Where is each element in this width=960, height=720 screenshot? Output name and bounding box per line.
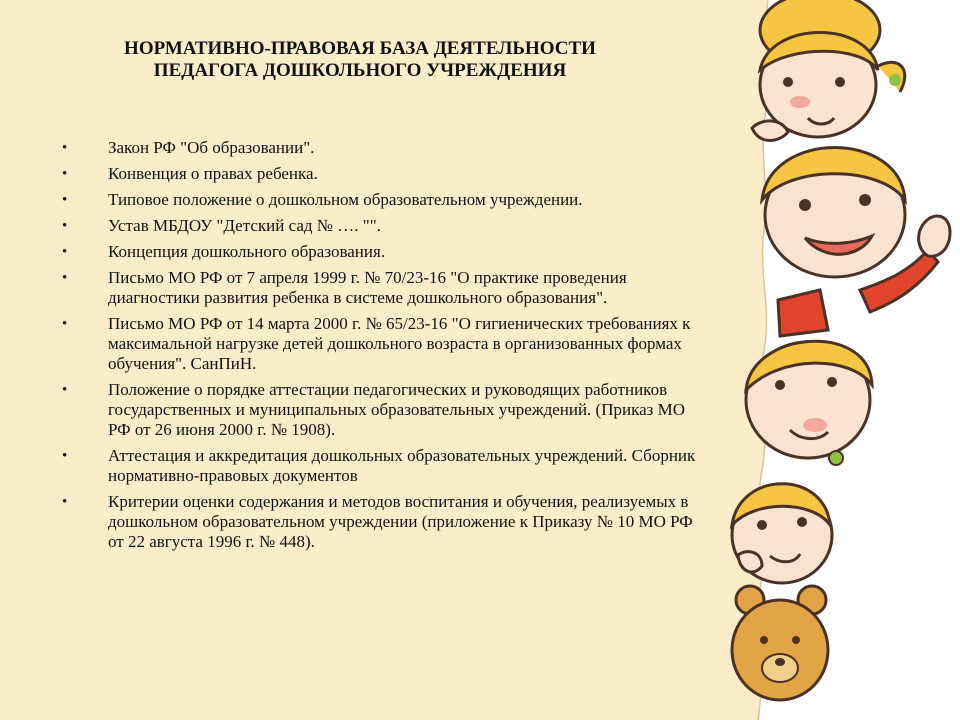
child-1-head (760, 0, 905, 137)
page-title-line-1: НОРМАТИВНО-ПРАВОВАЯ БАЗА ДЕЯТЕЛЬНОСТИ (124, 38, 596, 59)
page-title (40, 38, 680, 82)
document-list (0, 138, 700, 558)
list-item-text: Письмо МО РФ от 14 марта 2000 г. № 65/23-16 "О гигиенических требованиях к максимальной нагрузке детей дошкольного возраста в организованных формах обучения". СанПиН. (108, 314, 691, 373)
peeking-children-illustration (700, 0, 960, 720)
bullet-icon: • (62, 218, 68, 234)
list-item (0, 190, 700, 210)
bullet-icon: • (62, 140, 68, 156)
page-title-line-2: ПЕДАГОГА ДОШКОЛЬНОГО УЧРЕЖДЕНИЯ (153, 60, 567, 81)
bullet-icon: • (62, 244, 68, 260)
bullet-icon: • (62, 382, 68, 398)
teddy-bear (732, 586, 828, 700)
list-item-text: Конвенция о правах ребенка. (108, 164, 318, 183)
list-item (0, 138, 700, 158)
list-item-text: Положение о порядке аттестации педагогических и руководящих работников государственных и муниципальных образовательных учреждений. (Приказ МО РФ от 26 июня 2000 г. № 1908). (108, 380, 685, 439)
list-item (0, 492, 700, 552)
list-item-text: Критерии оценки содержания и методов воспитания и обучения, реализуемых в дошкольном образовательном учреждении (приложение к Приказу № 10 МО РФ от 22 августа 1996 г. № 448). (108, 492, 693, 551)
bullet-icon: • (62, 192, 68, 208)
bullet-icon: • (62, 494, 68, 510)
bullet-icon: • (62, 270, 68, 286)
list-item (0, 216, 700, 236)
list-item-text: Концепция дошкольного образования. (108, 242, 386, 261)
list-item-text: Аттестация и аккредитация дошкольных образовательных учреждений. Сборник нормативно-правовых документов (108, 446, 696, 485)
list-item-text: Устав МБДОУ "Детский сад № …. "". (108, 216, 381, 235)
list-item (0, 380, 700, 440)
list-item (0, 446, 700, 486)
list-item-text: Закон РФ "Об образовании". (108, 138, 315, 157)
bullet-icon: • (62, 166, 68, 182)
list-item-text: Письмо МО РФ от 7 апреля 1999 г. № 70/23-16 "О практике проведения диагностики развития ребенка в системе дошкольного образования". (108, 268, 627, 307)
list-item (0, 268, 700, 308)
list-item (0, 242, 700, 262)
bullet-icon: • (62, 448, 68, 464)
list-item-text: Типовое положение о дошкольном образовательном учреждении. (108, 190, 583, 209)
child-3-head (746, 341, 872, 465)
child-2-head (762, 148, 905, 278)
bullet-icon: • (62, 316, 68, 332)
list-item (0, 314, 700, 374)
list-item (0, 164, 700, 184)
child-4-hand (738, 552, 762, 572)
child-1-hand (752, 121, 788, 141)
